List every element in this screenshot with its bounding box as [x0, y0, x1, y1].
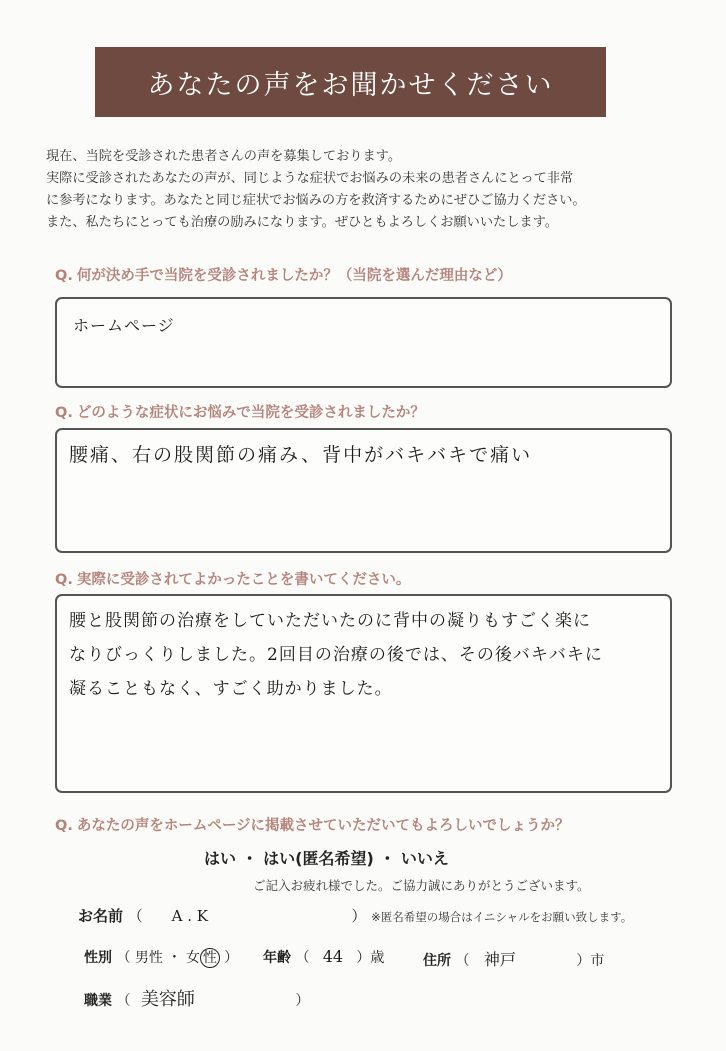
answer-2-text: 腰痛、右の股関節の痛み、背中がバキバキで痛い — [69, 444, 533, 466]
name-close-paren: ） — [351, 907, 367, 925]
intro-line: また、私たちにとっても治療の励みになります。ぜひともよろしくお願いいたします。 — [46, 215, 558, 230]
name-label: お名前 — [78, 907, 124, 925]
question-3 — [55, 568, 410, 589]
answer-3-line: 腰と股関節の治療をしていただいたのに背中の凝りもすごく楽に — [69, 611, 591, 631]
gender-female-circle-mark: 性 — [200, 948, 220, 968]
question-3-text: 実際に受診されてよかったことを書いてください。 — [76, 572, 411, 588]
gender-option-female[interactable] — [186, 950, 220, 966]
intro-line: 現在、当院を受診された患者さんの声を募集しております。 — [46, 149, 402, 164]
question-4-prefix: Q. — [55, 818, 73, 834]
page-title-banner — [95, 47, 606, 117]
gender-label: 性別 — [84, 950, 112, 966]
address-label: 住所 — [423, 953, 451, 969]
name-note: ※匿名希望の場合はイニシャルをお願い致します。 — [371, 910, 633, 924]
answer-3-line: 凝ることもなく、すごく助かりました。 — [69, 679, 393, 699]
answer-2-box[interactable] — [55, 428, 672, 553]
name-open-paren: （ — [127, 907, 143, 925]
gender-female-text: 女 — [185, 950, 200, 966]
answer-3-box[interactable] — [55, 594, 672, 793]
address-close-paren: ）市 — [576, 953, 605, 969]
question-4-text: あなたの声をホームページに掲載させていただいてもよろしいでしょうか？ — [76, 818, 570, 834]
age-label: 年齢 — [263, 950, 291, 966]
job-label: 職業 — [84, 993, 112, 1009]
gender-open-paren: （ — [116, 950, 131, 966]
gender-option-male[interactable]: 男性 — [134, 950, 163, 966]
answer-3-text — [69, 604, 669, 706]
age-value[interactable]: 44 — [322, 947, 344, 966]
name-value[interactable]: A . K — [171, 907, 208, 925]
age-row — [263, 947, 384, 967]
answer-1-text: ホームページ — [73, 316, 175, 335]
name-row — [78, 905, 632, 926]
question-2 — [55, 401, 425, 422]
page-title: あなたの声をお聞かせください — [147, 69, 554, 101]
job-value[interactable]: 美容師 — [140, 989, 195, 1010]
age-close-paren: ）歳 — [356, 950, 385, 966]
question-4 — [55, 814, 570, 835]
gender-close-paren: ） — [224, 950, 239, 966]
answer-3-line: なりびっくりしました。2回目の治療の後では、その後バキバキに — [69, 645, 603, 665]
job-open-paren: （ — [116, 993, 131, 1009]
question-1-prefix: Q. — [55, 268, 73, 284]
question-3-prefix: Q. — [55, 572, 73, 588]
address-row — [423, 947, 604, 970]
publish-consent-choices[interactable]: はい ・ はい(匿名希望) ・ いいえ — [204, 849, 449, 868]
job-row — [84, 985, 309, 1011]
gender-row — [84, 947, 238, 968]
intro-line: に参考になります。あなたと同じ症状でお悩みの方を救済するためにぜひご協力ください。 — [46, 193, 586, 208]
intro-line: 実際に受診されたあなたの声が、同じような症状でお悩みの未来の患者さんにとって非常 — [46, 171, 574, 186]
address-value[interactable]: 神戸 — [483, 950, 516, 969]
question-1 — [55, 264, 512, 285]
question-1-text: 何が決め手で当院を受診されましたか？（当院を選んだ理由など） — [76, 268, 512, 284]
question-2-prefix: Q. — [55, 405, 73, 421]
address-open-paren: （ — [455, 953, 470, 969]
answer-1-box[interactable] — [55, 297, 672, 388]
gender-separator: ・ — [167, 950, 182, 966]
job-close-paren: ） — [295, 993, 310, 1009]
question-2-text: どのような症状にお悩みで当院を受診されましたか？ — [76, 405, 425, 421]
age-open-paren: （ — [295, 950, 310, 966]
intro-text — [46, 146, 696, 234]
thanks-message: ご記入お疲れ様でした。ご協力誠にありがとうございます。 — [253, 878, 590, 893]
